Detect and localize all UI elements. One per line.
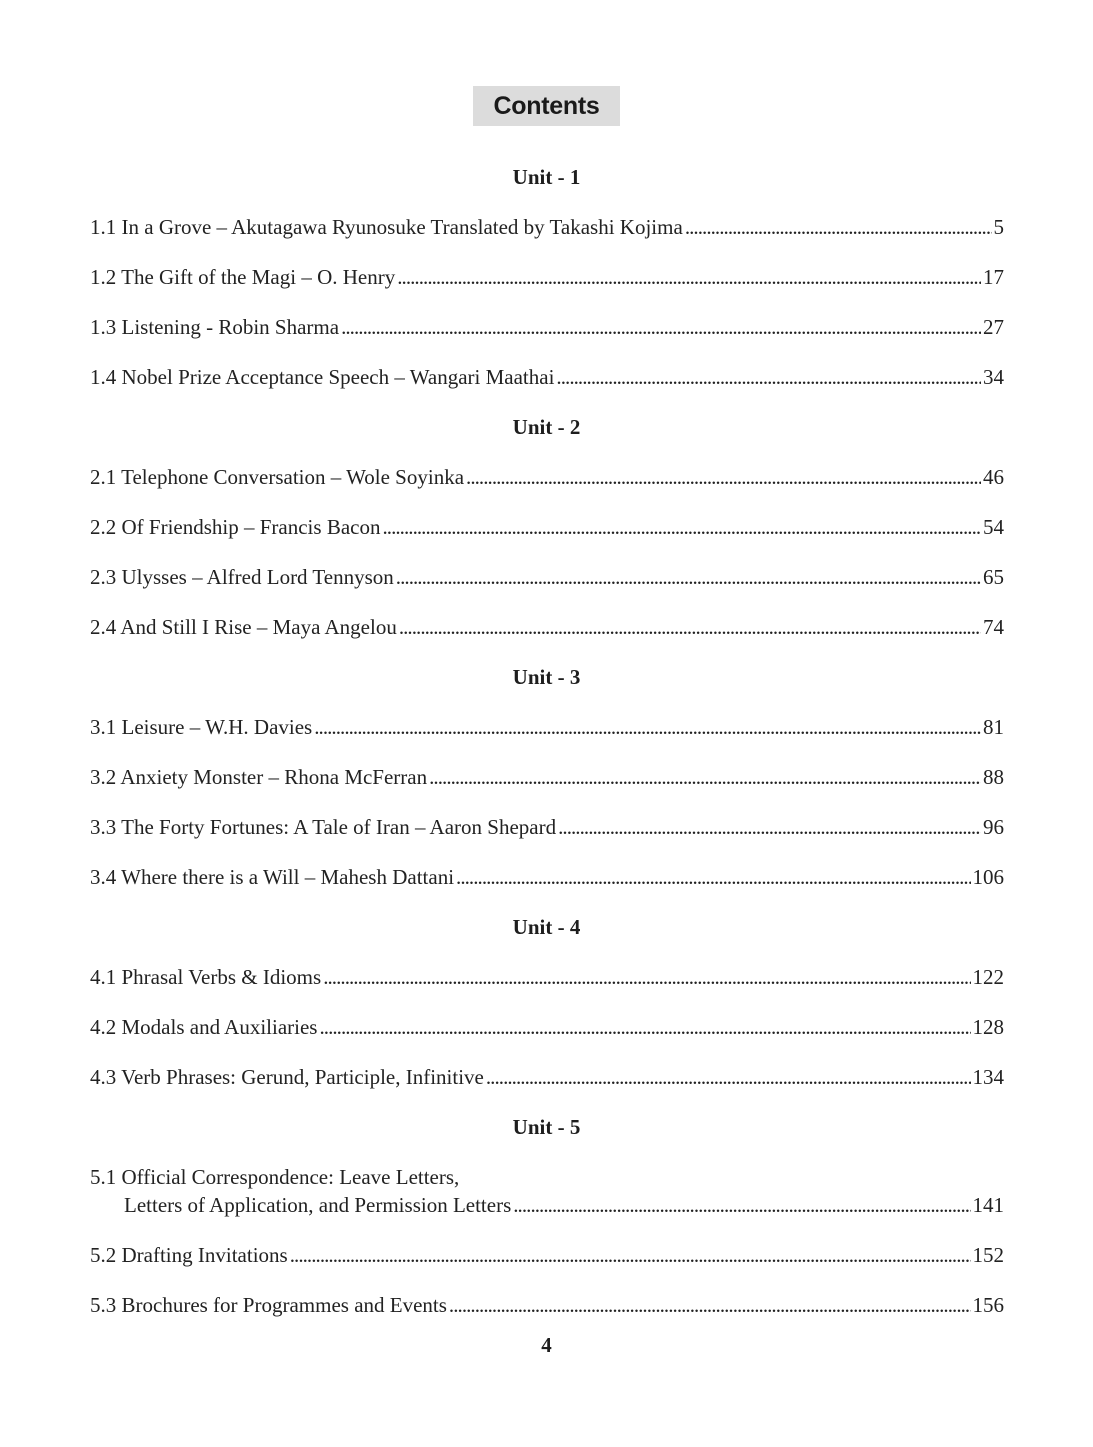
toc-entry[interactable]	[90, 214, 1004, 240]
toc-entry[interactable]	[124, 1192, 1004, 1218]
unit-heading: Unit - 3	[512, 665, 581, 689]
dot-leader	[396, 564, 981, 590]
dot-leader	[341, 314, 981, 340]
toc-entry-page: 122	[972, 965, 1004, 989]
toc-entry[interactable]	[90, 514, 1004, 540]
toc-entry[interactable]	[90, 864, 1004, 890]
unit-heading: Unit - 1	[512, 165, 581, 189]
dot-leader	[449, 1292, 971, 1318]
unit-heading: Unit - 4	[512, 915, 581, 939]
unit-heading: Unit - 5	[512, 1115, 581, 1139]
dot-leader	[466, 464, 981, 490]
toc-entry-title: 3.1 Leisure – W.H. Davies	[90, 715, 313, 739]
toc-entry-page: 96	[983, 815, 1004, 839]
toc-entry-page: 65	[983, 565, 1004, 589]
toc-entry[interactable]	[90, 264, 1004, 290]
toc-entry-page: 128	[972, 1015, 1004, 1039]
page-title: Contents	[493, 91, 600, 120]
toc-entry-title: 2.1 Telephone Conversation – Wole Soyinka	[90, 465, 465, 489]
toc-entry-title: 3.4 Where there is a Will – Mahesh Dattani	[90, 865, 455, 889]
toc-entry[interactable]	[90, 964, 1004, 990]
dot-leader	[382, 514, 981, 540]
toc-entry-title: 1.3 Listening - Robin Sharma	[90, 315, 340, 339]
toc-entry-title: 4.1 Phrasal Verbs & Idioms	[90, 965, 322, 989]
toc-entry[interactable]	[90, 764, 1004, 790]
toc-entry-title: 1.1 In a Grove – Akutagawa Ryunosuke Translated by Takashi Kojima	[90, 215, 683, 239]
toc-entry-title: 5.3 Brochures for Programmes and Events	[90, 1293, 447, 1317]
toc-entry-title: 2.4 And Still I Rise – Maya Angelou	[90, 615, 397, 639]
dot-leader	[290, 1242, 971, 1268]
toc-entry[interactable]	[90, 314, 1004, 340]
dot-leader	[399, 614, 981, 640]
toc-entry[interactable]	[90, 1014, 1004, 1040]
dot-leader	[513, 1192, 970, 1218]
toc-entry-title: 2.3 Ulysses – Alfred Lord Tennyson	[90, 565, 394, 589]
toc-entry-title: 1.2 The Gift of the Magi – O. Henry	[90, 265, 396, 289]
dot-leader	[429, 764, 981, 790]
toc-entry-page: 156	[972, 1293, 1004, 1317]
toc-entry[interactable]	[90, 614, 1004, 640]
toc-entry[interactable]	[90, 814, 1004, 840]
toc-entry-page: 34	[983, 365, 1004, 389]
toc-entry-page: 46	[983, 465, 1004, 489]
dot-leader	[314, 714, 981, 740]
toc-entry-title: 1.4 Nobel Prize Acceptance Speech – Wangari Maathai	[90, 365, 555, 389]
toc-entry-title: Letters of Application, and Permission Letters	[124, 1193, 512, 1217]
dot-leader	[558, 814, 981, 840]
toc-entry[interactable]	[90, 1242, 1004, 1268]
dot-leader	[319, 1014, 970, 1040]
toc-entry[interactable]	[90, 364, 1004, 390]
toc-entry[interactable]	[90, 464, 1004, 490]
toc-entry-page: 54	[983, 515, 1004, 539]
dot-leader	[486, 1064, 971, 1090]
dot-leader	[323, 964, 970, 990]
toc-entry-title: 4.3 Verb Phrases: Gerund, Participle, Infinitive	[90, 1065, 484, 1089]
toc-entry[interactable]	[90, 714, 1004, 740]
toc-entry-page: 81	[983, 715, 1004, 739]
page-number: 4	[541, 1333, 552, 1357]
toc-entry-page: 152	[972, 1243, 1004, 1267]
contents-title-box	[473, 86, 620, 126]
toc-entry-page: 88	[983, 765, 1004, 789]
toc-entry-title: 5.2 Drafting Invitations	[90, 1243, 288, 1267]
toc-entry-page: 27	[983, 315, 1004, 339]
toc-entry-page: 106	[972, 865, 1004, 889]
dot-leader	[685, 214, 992, 240]
dot-leader	[556, 364, 981, 390]
toc-entry-page: 17	[983, 265, 1004, 289]
toc-entry-page: 5	[993, 215, 1004, 239]
toc-entry-title: 3.2 Anxiety Monster – Rhona McFerran	[90, 765, 428, 789]
toc-entry-page: 74	[983, 615, 1004, 639]
toc-entry[interactable]	[90, 564, 1004, 590]
toc-entry-page: 141	[972, 1193, 1004, 1217]
toc-entry[interactable]	[90, 1292, 1004, 1318]
toc-entry-title: 4.2 Modals and Auxiliaries	[90, 1015, 318, 1039]
toc-entry-title: 3.3 The Forty Fortunes: A Tale of Iran – Aaron Shepard	[90, 815, 557, 839]
toc-entry-title: 2.2 Of Friendship – Francis Bacon	[90, 515, 381, 539]
toc-entry-title-line1[interactable]: 5.1 Official Correspondence: Leave Letters,	[90, 1165, 460, 1189]
dot-leader	[397, 264, 981, 290]
dot-leader	[456, 864, 970, 890]
unit-heading: Unit - 2	[512, 415, 581, 439]
toc-entry[interactable]	[90, 1064, 1004, 1090]
toc-entry-page: 134	[972, 1065, 1004, 1089]
